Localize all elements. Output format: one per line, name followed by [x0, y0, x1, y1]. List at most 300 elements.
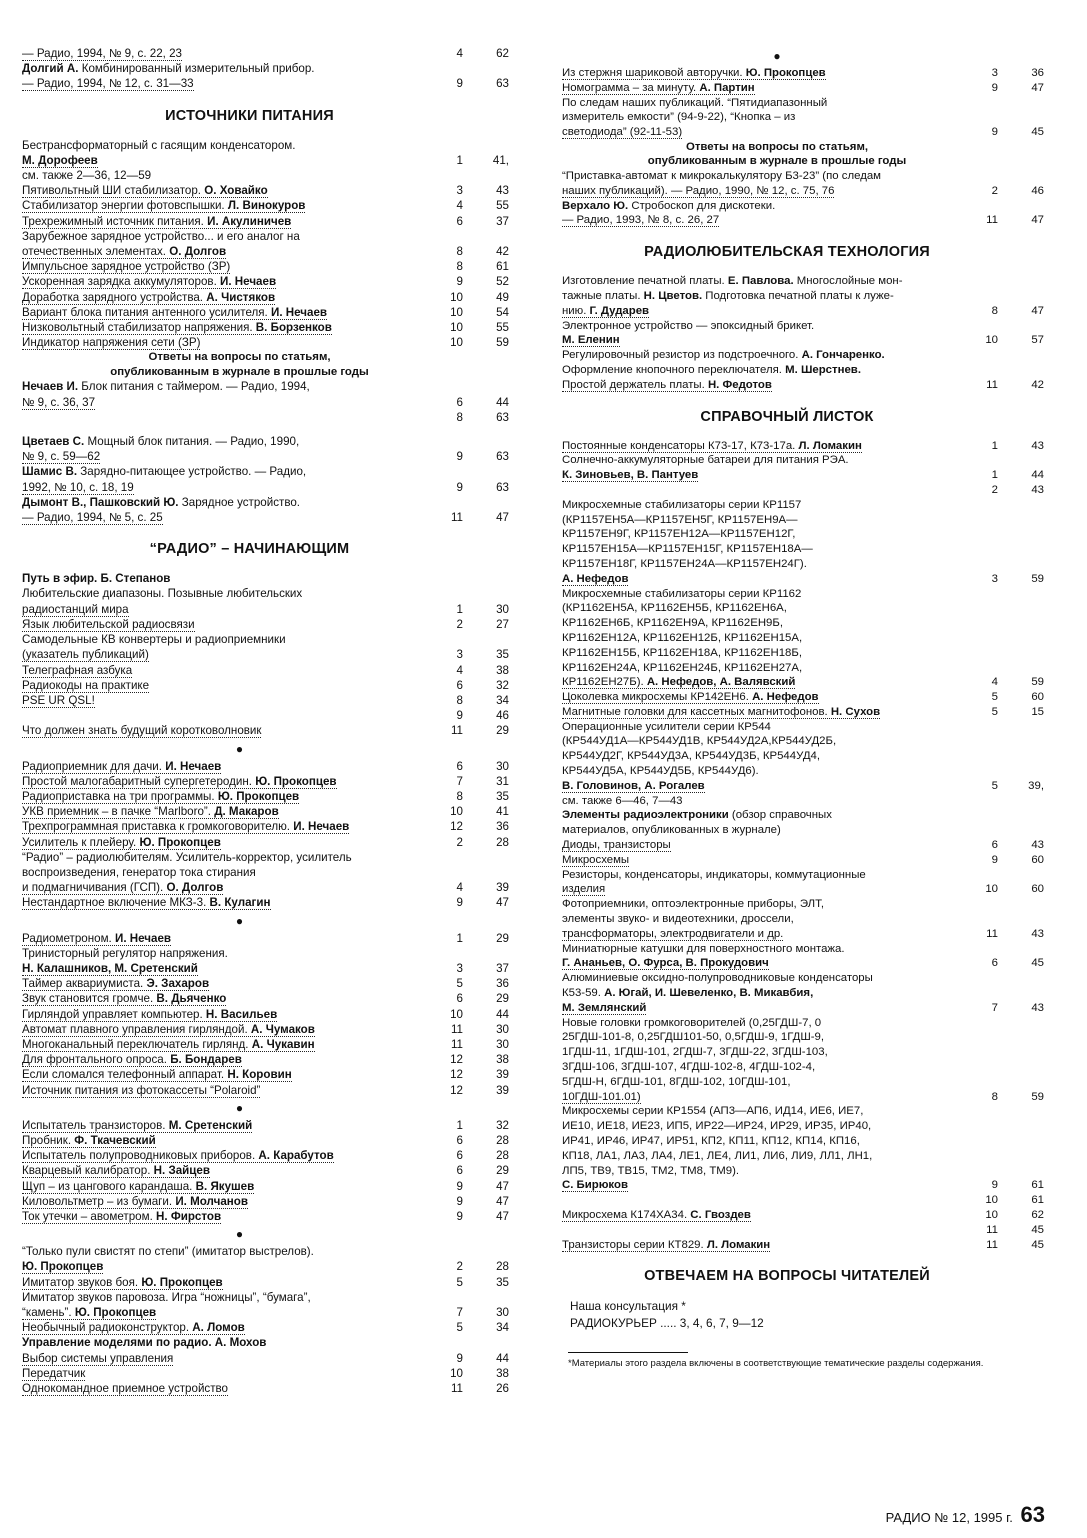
page-ref: 59	[1031, 1090, 1044, 1103]
entry-reference	[441, 946, 517, 976]
entry-reference	[441, 1133, 517, 1148]
toc-entry	[22, 991, 517, 1006]
toc-entry	[22, 678, 517, 693]
entry-reference	[441, 759, 517, 774]
entry-title: “Радио” – радиолюбителям. Усилитель-корректор, усилитель воспроизведения, генератор тока стирания и подмагничивания (ГСП). О. Долгов	[22, 850, 352, 895]
bullet-separator: ●	[235, 741, 244, 756]
entry-title: Элементы радиоэлектроники (обзор справочных материалов, опубликованных в журнале)	[562, 809, 832, 837]
entry-reference	[441, 1290, 517, 1320]
page-ref: 44	[496, 1351, 509, 1365]
section-heading: ОТВЕЧАЕМ НА ВОПРОСЫ ЧИТАТЕЛЕЙ	[644, 1268, 930, 1285]
toc-entry	[562, 96, 1052, 140]
subsection-heading: Ответы на вопросы по статьям, опубликованным в журнале в прошлые годы	[647, 140, 907, 168]
entry-title: Ускоренная зарядка аккумуляторов. И. Нечаев	[22, 275, 277, 289]
page-ref: 47	[1031, 304, 1044, 317]
issue-number: 3	[456, 648, 463, 662]
page-ref: 28	[496, 835, 509, 849]
issue-number: 1	[456, 602, 463, 616]
toc-entry	[22, 259, 517, 274]
page-ref: 39	[496, 1068, 509, 1082]
entry-reference	[441, 1037, 517, 1052]
entry-reference	[976, 483, 1052, 498]
page-ref: 59	[1031, 676, 1044, 689]
page-ref: 61	[1031, 1179, 1044, 1192]
page-ref: 47	[496, 1210, 509, 1223]
page-ref: 38	[496, 1366, 509, 1380]
issue-number: 9	[991, 853, 998, 866]
entry-title: Пробник. Ф. Ткачевский	[22, 1133, 156, 1147]
entry-reference	[976, 66, 1052, 81]
toc-entry	[22, 183, 517, 198]
entry-title: см. также 6—46, 7—43	[562, 794, 683, 807]
entry-title: Индикатор напряжения сети (ЗР)	[22, 336, 201, 350]
toc-entry	[22, 198, 517, 213]
entry-title: Источник питания из фотокассеты “Polaroid”	[22, 1083, 261, 1097]
issue-number: 6	[456, 1133, 463, 1147]
entry-reference	[976, 274, 1052, 318]
toc-entry	[562, 66, 1052, 81]
page-ref: 45	[1031, 1238, 1044, 1251]
entry-title: Имитатор звуков паровоза. Игра “ножницы”, “бумага”, “камень”. Ю. Прокопцев	[22, 1290, 311, 1320]
toc-entry	[22, 379, 517, 409]
entry-title: Нечаев И. Блок питания с таймером. — Радио, 1994, № 9, с. 36, 37	[22, 380, 310, 409]
issue-number: 10	[985, 1194, 998, 1207]
issue-number: 10	[450, 290, 463, 304]
entry-title: Электронное устройство — эпоксидный брикет. М. Еленин	[562, 319, 815, 347]
entry-title: Многоканальный переключатель гирлянд. А. Чукавин	[22, 1037, 315, 1051]
issue-number: 11	[986, 1223, 998, 1236]
page-ref: 35	[496, 648, 509, 662]
page-ref: 43	[496, 184, 509, 198]
issue-number: 9	[991, 1179, 998, 1192]
toc-entry	[562, 868, 1052, 898]
entry-reference	[441, 138, 517, 168]
toc-entry	[562, 1238, 1052, 1253]
entry-title: Таймер аквариумиста. Э. Захаров	[22, 977, 210, 991]
entry-reference	[976, 319, 1052, 349]
entry-reference	[441, 1163, 517, 1178]
toc-entry	[562, 1104, 1052, 1193]
toc-entry	[22, 819, 517, 834]
entry-reference	[441, 1244, 517, 1274]
page-ref: 63	[496, 480, 509, 494]
issue-number: 6	[456, 678, 463, 692]
toc-entry	[22, 1148, 517, 1163]
toc-entry	[22, 1366, 517, 1381]
issue-number: 9	[991, 126, 998, 139]
issue-number: 10	[450, 305, 463, 319]
entry-reference	[441, 1351, 517, 1366]
issue-number: 1	[456, 1118, 463, 1132]
issue-number: 9	[456, 1179, 463, 1193]
toc-entry	[562, 838, 1052, 853]
issue-number: 10	[985, 883, 998, 896]
issue-number: 5	[456, 1275, 463, 1289]
page-ref: 46	[1031, 184, 1044, 197]
page-ref: 32	[496, 1118, 509, 1132]
entry-reference	[976, 705, 1052, 720]
page-ref: 37	[496, 961, 509, 975]
page-ref: 36	[496, 820, 509, 834]
entry-reference	[441, 1083, 517, 1098]
entry-title: Простой малогабаритный супергетеродин. Ю. Прокопцев	[22, 774, 337, 788]
toc-entry	[22, 1381, 517, 1396]
entry-reference	[976, 838, 1052, 853]
issue-number: 6	[456, 1164, 463, 1178]
toc-entry	[562, 794, 1052, 809]
page-ref: 43	[1031, 1001, 1044, 1014]
entry-reference	[441, 789, 517, 804]
entry-title: Микросхемы	[562, 853, 630, 866]
page-ref: 30	[496, 759, 509, 773]
toc-entry	[562, 348, 1052, 392]
entry-title: Цоколевка микросхемы КР142ЕН6. А. Нефедов	[562, 691, 819, 704]
entry-title: см. также 2—36, 12—59	[22, 169, 152, 183]
entry-title: Для фронтального опроса. Б. Бондарев	[22, 1053, 242, 1067]
toc-entry	[22, 632, 517, 662]
toc-entry	[562, 971, 1052, 1015]
entry-reference	[976, 498, 1052, 587]
toc-entry	[562, 498, 1052, 587]
page-ref: 41,	[492, 153, 509, 167]
page-ref: 43	[1031, 439, 1044, 452]
toc-entry	[562, 319, 1052, 349]
entry-reference	[441, 434, 517, 464]
toc-entry	[562, 853, 1052, 868]
entry-title: Необычный радиоконструктор. А. Ломов	[22, 1321, 245, 1335]
page-ref: 57	[1031, 334, 1044, 347]
issue-number: 12	[450, 1068, 463, 1082]
toc-entry	[562, 705, 1052, 720]
toc-entry	[22, 850, 517, 896]
entry-title: — Радио, 1994, № 9, с. 22, 23	[22, 47, 182, 60]
entry-reference	[976, 1104, 1052, 1193]
page-ref: 42	[496, 245, 509, 259]
issue-number: 10	[985, 1208, 998, 1221]
entry-reference	[441, 198, 517, 213]
page-ref: 35	[496, 1275, 509, 1289]
entry-title: Щуп – из цангового карандаша. В. Якушев	[22, 1179, 255, 1193]
toc-entry	[22, 1022, 517, 1037]
issue-number: 7	[456, 774, 463, 788]
entry-reference	[441, 214, 517, 229]
entry-reference	[441, 1194, 517, 1209]
entry-reference	[441, 495, 517, 525]
issue-number: 9	[456, 275, 463, 289]
entry-title: Ток утечки – авометром. Н. Фирстов	[22, 1210, 222, 1223]
toc-entry	[22, 1007, 517, 1022]
issue-number: 1	[991, 469, 998, 482]
entry-title	[562, 1223, 974, 1238]
issue-number: 11	[450, 1022, 463, 1036]
page-ref: 28	[496, 1260, 509, 1274]
toc-entry	[22, 320, 517, 335]
toc-entry	[22, 138, 517, 168]
entry-title: Миниатюрные катушки для поверхностного монтажа. Г. Ананьев, О. Фурса, В. Прокудович	[562, 942, 845, 970]
issue-number: 11	[450, 1037, 463, 1051]
issue-number: 2	[456, 617, 463, 631]
toc-entry	[22, 586, 517, 616]
journal-issue: РАДИО № 12, 1995 г.	[885, 1510, 1013, 1525]
entry-reference	[441, 1320, 517, 1335]
page-ref: 36	[1031, 67, 1044, 79]
issue-number: 4	[456, 881, 463, 895]
entry-title: Нестандартное включение МКЗ-3. В. Кулагин	[22, 896, 271, 910]
entry-title: Имитатор звуков боя. Ю. Прокопцев	[22, 1275, 223, 1289]
issue-number: 4	[456, 47, 463, 60]
issue-number: 6	[456, 1149, 463, 1163]
entry-title: Управление моделями по радио. А. Мохов	[22, 1336, 267, 1350]
issue-number: 8	[456, 410, 463, 424]
page-ref: 62	[496, 47, 509, 60]
entry-title: Зарубежное зарядное устройство... и его аналог на отечественных элементах. О. Долгов	[22, 229, 300, 259]
toc-entry	[22, 1163, 517, 1178]
entry-title: Дымонт В., Пашковский Ю. Зарядное устройство. — Радио, 1994, № 5, с. 25	[22, 495, 301, 525]
entry-title: Доработка зарядного устройства. А. Чистяков	[22, 290, 276, 304]
footnote-rule	[568, 1352, 688, 1353]
entry-reference	[441, 586, 517, 616]
page-ref: 36	[496, 977, 509, 991]
entry-reference	[976, 1193, 1052, 1208]
toc-entry	[22, 759, 517, 774]
page-ref: 28	[496, 1133, 509, 1147]
toc-entry	[22, 464, 517, 494]
page-ref: 41	[496, 805, 509, 819]
page-ref: 44	[496, 395, 509, 409]
page-ref: 27	[496, 617, 509, 631]
page-ref: 29	[496, 992, 509, 1006]
entry-reference	[441, 290, 517, 305]
page-ref: 43	[1031, 483, 1044, 496]
entry-title	[562, 1193, 974, 1208]
entry-title: Однокомандное приемное устройство	[22, 1382, 229, 1396]
entry-reference	[441, 991, 517, 1006]
toc-entry	[22, 708, 517, 723]
toc-entry	[562, 897, 1052, 941]
entry-reference	[976, 199, 1052, 229]
entry-reference	[976, 453, 1052, 483]
entry-reference	[441, 1007, 517, 1022]
toc-entry	[22, 305, 517, 320]
issue-number: 1	[456, 153, 463, 167]
entry-reference	[441, 1148, 517, 1163]
entry-reference	[976, 971, 1052, 1015]
issue-number: 8	[456, 789, 463, 803]
entry-title	[562, 483, 974, 498]
entry-reference	[441, 335, 517, 350]
page-ref: 47	[1031, 214, 1044, 227]
issue-number: 6	[456, 992, 463, 1006]
entry-reference	[976, 587, 1052, 691]
entry-reference	[441, 1118, 517, 1133]
entry-title: Испытатель транзисторов. М. Сретенский	[22, 1118, 253, 1132]
entry-title: Передатчик	[22, 1366, 86, 1380]
toc-entry	[22, 1067, 517, 1082]
toc-entry	[22, 290, 517, 305]
issue-number: 6	[991, 839, 998, 852]
page-ref: 44	[496, 1007, 509, 1021]
toc-entry	[22, 274, 517, 289]
issue-number: 10	[450, 321, 463, 335]
entry-title: Путь в эфир. Б. Степанов	[22, 572, 171, 586]
page-ref: 30	[496, 1022, 509, 1036]
issue-number: 8	[991, 304, 998, 317]
entry-title: Выбор системы управления	[22, 1351, 174, 1365]
toc-entry	[22, 495, 517, 525]
bullet-separator: ●	[235, 913, 244, 928]
page-ref: 49	[496, 290, 509, 304]
toc-entry	[562, 1016, 1052, 1105]
issue-number: 3	[991, 572, 998, 585]
page-ref: 45	[1031, 957, 1044, 970]
entry-title: Вариант блока питания антенного усилителя. И. Нечаев	[22, 305, 328, 319]
entry-title: Усилитель к плейеру. Ю. Прокопцев	[22, 835, 221, 849]
page-ref: 26	[496, 1382, 509, 1396]
toc-entry	[22, 693, 517, 708]
issue-number: 11	[986, 927, 998, 940]
issue-number: 11	[986, 214, 998, 227]
entry-reference	[976, 690, 1052, 705]
entry-title: Транзисторы серии КТ829. Л. Ломакин	[562, 1238, 771, 1251]
entry-title: Радиоприставка на три программы. Ю. Прокопцев	[22, 789, 300, 803]
page-ref: 39,	[1028, 779, 1044, 792]
entry-reference	[976, 853, 1052, 868]
entry-title: Язык любительской радиосвязи	[22, 617, 195, 631]
page-ref: 38	[496, 663, 509, 677]
entry-reference	[441, 976, 517, 991]
issue-number: 5	[991, 705, 998, 718]
toc-entry	[562, 199, 1052, 229]
bullet-separator: ●	[773, 49, 781, 63]
entry-title: Если сломался телефонный аппарат. Н. Коровин	[22, 1068, 292, 1082]
entry-reference	[441, 850, 517, 896]
entry-title: “Только пули свистят по степи” (имитатор выстрелов). Ю. Прокопцев	[22, 1245, 314, 1274]
toc-entry	[562, 453, 1052, 483]
page-ref: 44	[1031, 469, 1044, 482]
entry-reference	[976, 942, 1052, 972]
page-ref: 62	[1031, 1208, 1044, 1221]
page-ref: 35	[496, 789, 509, 803]
entry-reference	[976, 1223, 1052, 1238]
issue-number: 9	[456, 1351, 463, 1365]
page-ref: 32	[496, 678, 509, 692]
entry-reference	[441, 1381, 517, 1396]
toc-entry	[22, 1320, 517, 1335]
section-heading: РАДИОЛЮБИТЕЛЬСКАЯ ТЕХНОЛОГИЯ	[644, 244, 930, 261]
entry-reference	[441, 895, 517, 910]
issue-number: 9	[456, 896, 463, 910]
issue-number: 10	[985, 334, 998, 347]
entry-reference	[441, 305, 517, 320]
page-ref: 28	[496, 1149, 509, 1163]
issue-number: 8	[456, 693, 463, 707]
issue-number: 11	[450, 511, 463, 525]
page-footer	[886, 1502, 1045, 1528]
toc-entry	[22, 229, 517, 259]
entry-reference	[441, 229, 517, 259]
entry-reference	[441, 1366, 517, 1381]
issue-number: 8	[456, 260, 463, 274]
page-ref: 47	[496, 896, 509, 910]
entry-title: Кварцевый калибратор. Н. Зайцев	[22, 1164, 211, 1178]
entry-reference	[441, 379, 517, 409]
entry-title: Испытатель полупроводниковых приборов. А. Карабутов	[22, 1149, 334, 1163]
entry-title: Бестрансформаторный с гасящим конденсатором. М. Дорофеев	[22, 138, 296, 167]
toc-entry	[22, 1083, 517, 1098]
issue-number: 12	[450, 1053, 463, 1067]
page-ref: 30	[496, 602, 509, 616]
toc-entry	[22, 168, 517, 183]
toc-entry	[562, 587, 1052, 691]
toc-entry	[22, 617, 517, 632]
page-ref: 43	[1031, 927, 1044, 940]
toc-entry	[22, 976, 517, 991]
issue-number: 5	[991, 691, 998, 704]
entry-reference	[441, 46, 517, 61]
issue-number: 1	[456, 931, 463, 945]
issue-number: 9	[991, 81, 998, 94]
entry-title: Трехпрограммная приставка к громкоговорителю. И. Нечаев	[22, 820, 350, 834]
bullet-separator: ●	[235, 1100, 244, 1115]
toc-entry	[22, 61, 517, 91]
entry-reference	[441, 259, 517, 274]
issue-number: 9	[456, 450, 463, 464]
toc-entry	[22, 571, 517, 586]
entry-title: Звук становится громче. В. Дьяченко	[22, 992, 227, 1006]
entry-title: “Приставка-автомат к микрокалькулятору Б3-23” (по следам наших публикаций). — Радио, 1990, № 12, с. 75, 76	[562, 169, 882, 197]
entry-title	[22, 708, 439, 723]
entry-title: Резисторы, конденсаторы, индикаторы, коммутационные изделия	[562, 868, 866, 896]
issue-number: 6	[456, 759, 463, 773]
entry-title: Долгий А. Комбинированный измерительный прибор. — Радио, 1994, № 12, с. 31—33	[22, 62, 315, 91]
issue-number: 9	[456, 77, 463, 91]
page-ref: 63	[496, 410, 509, 424]
toc-entry	[22, 946, 517, 976]
subsection-heading: Ответы на вопросы по статьям, опубликованным в журнале в прошлые годы	[110, 351, 369, 378]
issue-number: 2	[991, 184, 998, 197]
toc-entry	[22, 1335, 517, 1350]
page-ref: 47	[496, 1179, 509, 1193]
entry-reference	[976, 1208, 1052, 1223]
entry-reference	[441, 774, 517, 789]
section-heading: ИСТОЧНИКИ ПИТАНИЯ	[165, 107, 334, 124]
entry-title: Микросхемные стабилизаторы серии КР1157 (КР1157ЕН5А—КР1157ЕН5Г, КР1157ЕН9А— КР1157ЕН9Г, КР1157ЕН12А—КР1157ЕН12Г, КР1157ЕН15А—КР1157ЕН15Г, КР1157ЕН18А— КР1157ЕН18Г, КР1157ЕН24А—КР1157ЕН24Г). А. Нефедов	[562, 498, 813, 585]
entry-title: Микросхемы серии КР1554 (АП3—АП6, ИД14, ИЕ6, ИЕ7, ИЕ10, ИЕ18, ИЕ23, ИП5, ИР22—ИР24, ИР29, ИР35, ИР40, ИР41, ИР46, ИР47, ИР51, КП2, КП11, КП12, КП14, КП16, КП18, ЛА1, ЛА3, ЛА4, ЛЕ1, ЛЕ4, ЛИ1, ЛИ6, ЛИ9, ЛЛ1, ЛН1, ЛП5, ТВ9, ТВ15, ТМ2, ТМ8, ТМ9). С. Бирюков	[562, 1105, 873, 1192]
issue-number: 10	[450, 1007, 463, 1021]
issue-number: 1	[991, 439, 998, 452]
page-ref: 60	[1031, 883, 1044, 896]
entry-title: Магнитные головки для кассетных магнитофонов. Н. Сухов	[562, 705, 881, 718]
toc-entry	[22, 1275, 517, 1290]
entry-title: Изготовление печатной платы. Е. Павлова. Многослойные мон- тажные платы. Н. Цветов. Подготовка печатной платы к луже- нию. Г. Дударев	[562, 275, 903, 317]
issue-number: 10	[450, 805, 463, 819]
entry-title: Солнечно-аккумуляторные батареи для питания РЭА. К. Зиновьев, В. Пантуев	[562, 454, 849, 482]
entry-title: Верхало Ю. Стробоскоп для дискотеки. — Радио, 1993, № 8, с. 26, 27	[562, 199, 776, 227]
toc-entry	[22, 789, 517, 804]
toc-entry	[22, 1209, 517, 1224]
entry-title: Автомат плавного управления гирляндой. А. Чумаков	[22, 1022, 315, 1036]
page-ref: 38	[496, 1053, 509, 1067]
toc-entry	[22, 723, 517, 738]
issue-number: 8	[991, 1090, 998, 1103]
page-ref: 39	[496, 881, 509, 895]
toc-entry	[22, 46, 517, 61]
entry-reference	[976, 1238, 1052, 1253]
issue-number: 2	[991, 483, 998, 496]
toc-entry	[562, 81, 1052, 96]
page-ref: 30	[496, 1306, 509, 1320]
page-ref: 31	[496, 774, 509, 788]
